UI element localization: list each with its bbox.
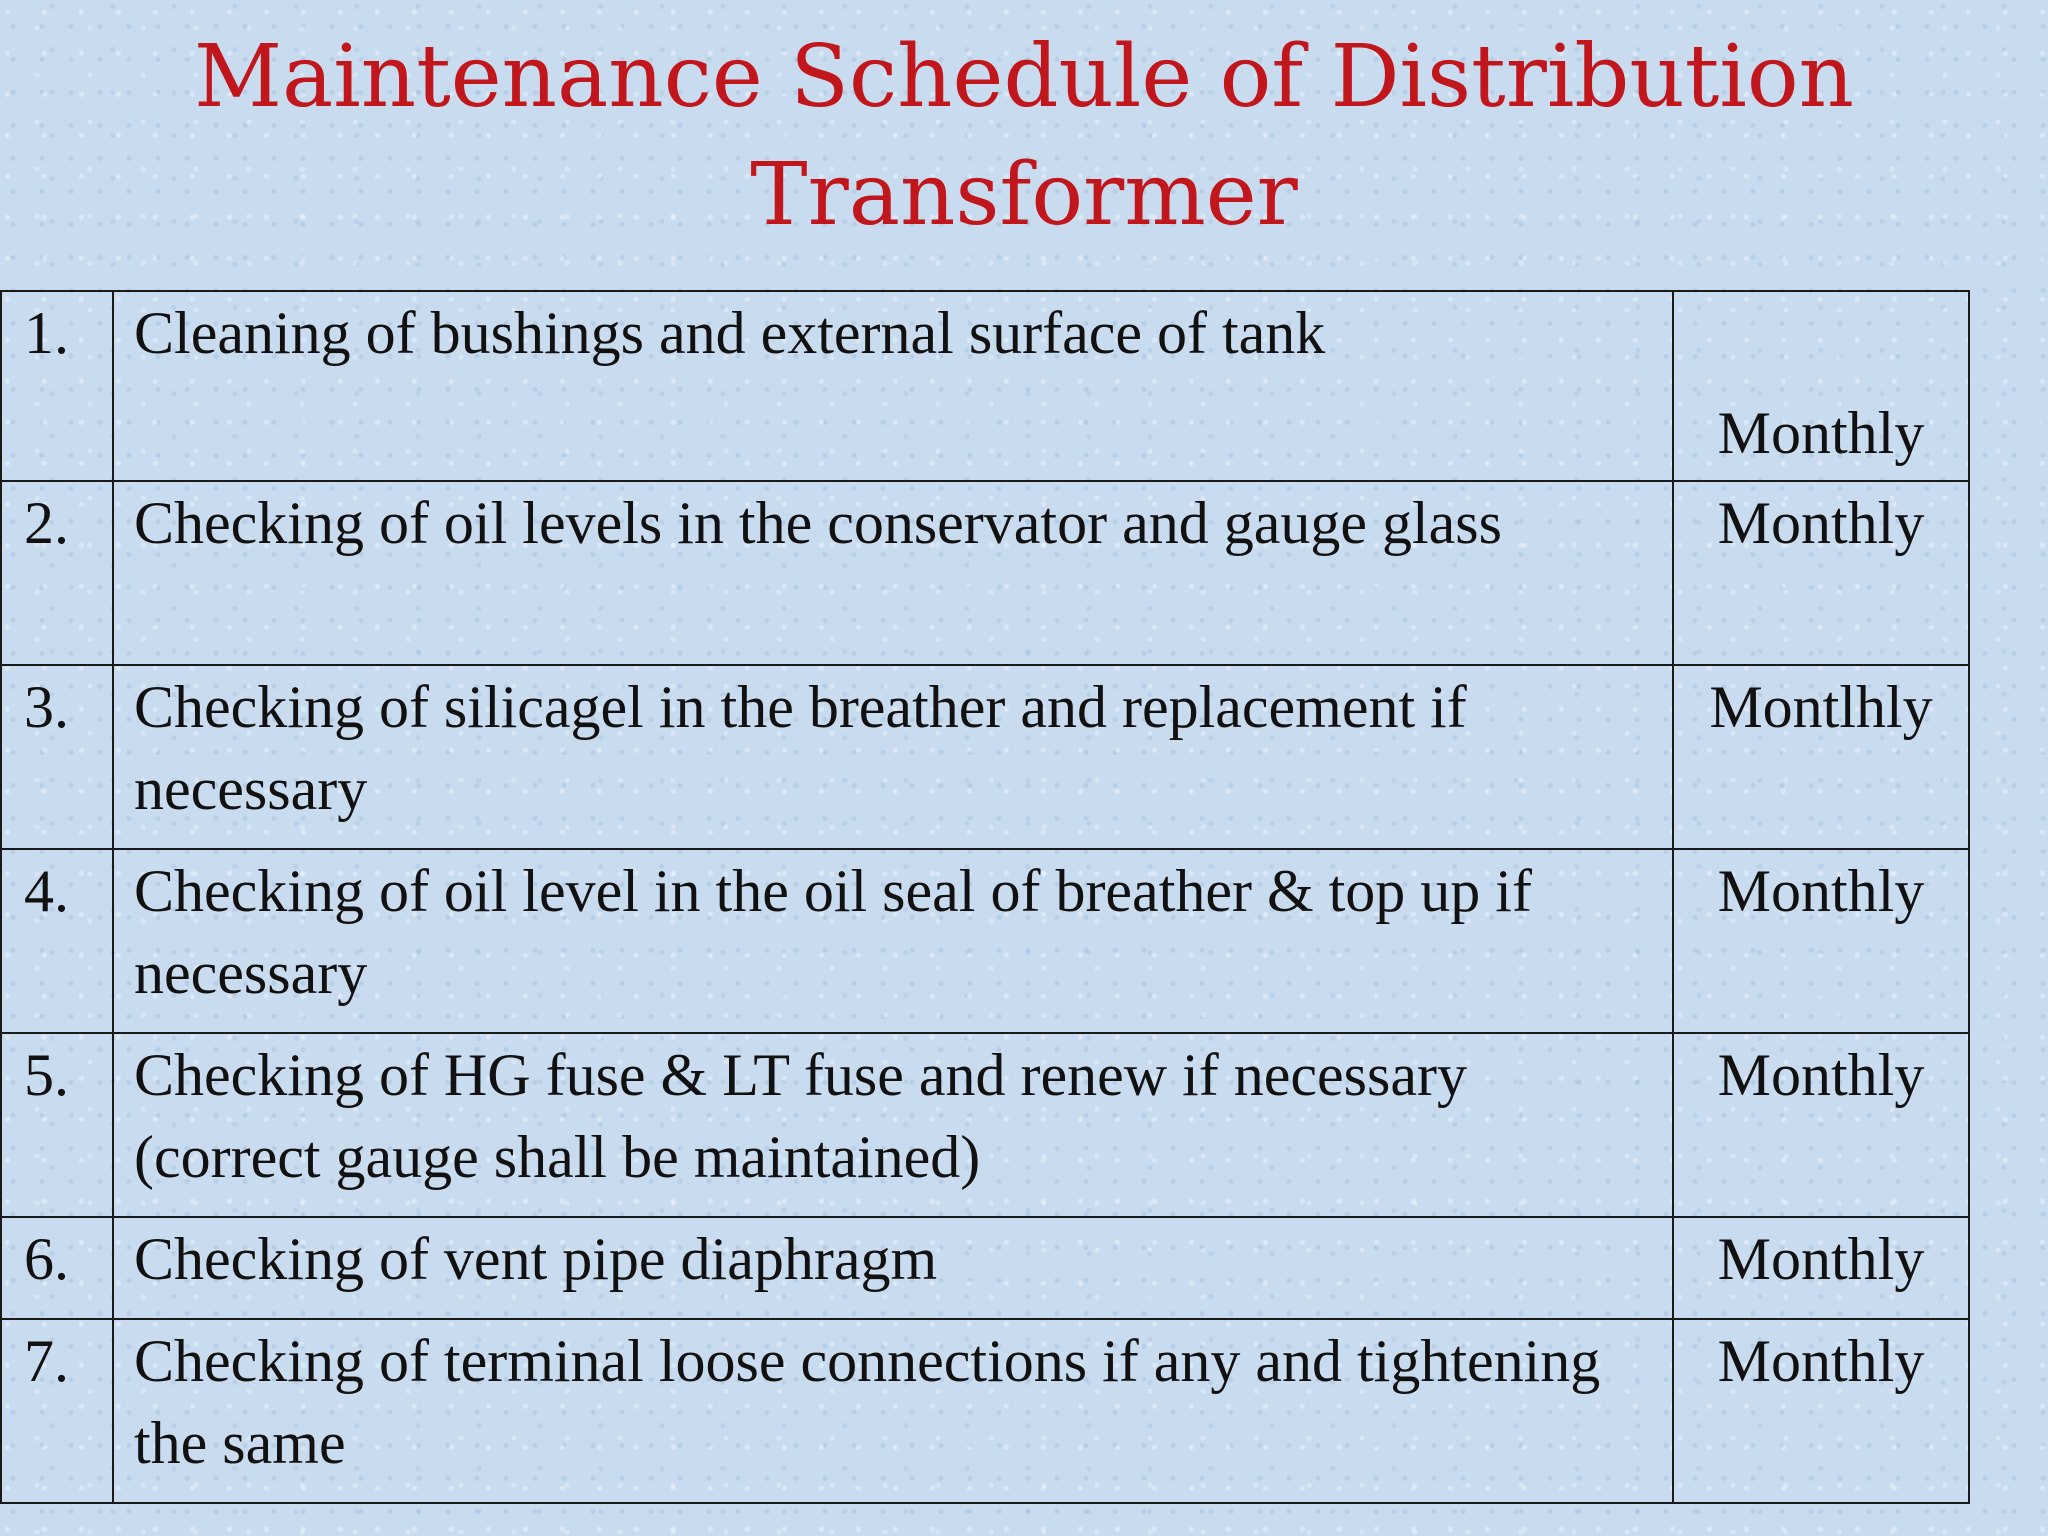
table-row (1, 1033, 1969, 1217)
table-row (1, 481, 1969, 665)
table-row (1, 1319, 1969, 1503)
table-row (1, 665, 1969, 849)
row-task: Checking of oil levels in the conservator and gauge glass (113, 481, 1673, 665)
row-task: Checking of vent pipe diaphragm (113, 1217, 1673, 1319)
row-number: 3. (1, 665, 113, 849)
row-frequency: Monthly (1673, 1319, 1969, 1503)
row-task: Checking of HG fuse & LT fuse and renew if necessary (correct gauge shall be maintained) (113, 1033, 1673, 1217)
row-number: 4. (1, 849, 113, 1033)
row-number: 1. (1, 291, 113, 481)
row-frequency: Monthly (1673, 1033, 1969, 1217)
row-number: 7. (1, 1319, 113, 1503)
row-number: 2. (1, 481, 113, 665)
row-task: Checking of terminal loose connections if any and tightening the same (113, 1319, 1673, 1503)
table-row (1, 1217, 1969, 1319)
row-frequency: Monthly (1673, 849, 1969, 1033)
maintenance-table (0, 290, 1970, 1504)
page-title (0, 18, 2048, 254)
row-task: Cleaning of bushings and external surface of tank (113, 291, 1673, 481)
row-number: 6. (1, 1217, 113, 1319)
row-frequency: Monthly (1673, 481, 1969, 665)
row-task: Checking of silicagel in the breather and replacement if necessary (113, 665, 1673, 849)
row-frequency: Monthly (1673, 1217, 1969, 1319)
row-frequency: Montlhly (1673, 665, 1969, 849)
row-task: Checking of oil level in the oil seal of breather & top up if necessary (113, 849, 1673, 1033)
title-line-1: Maintenance Schedule of Distribution (193, 27, 1855, 127)
row-number: 5. (1, 1033, 113, 1217)
table-row (1, 291, 1969, 481)
table-row (1, 849, 1969, 1033)
row-frequency: Monthly (1673, 291, 1969, 481)
title-line-2: Transformer (750, 145, 1298, 245)
